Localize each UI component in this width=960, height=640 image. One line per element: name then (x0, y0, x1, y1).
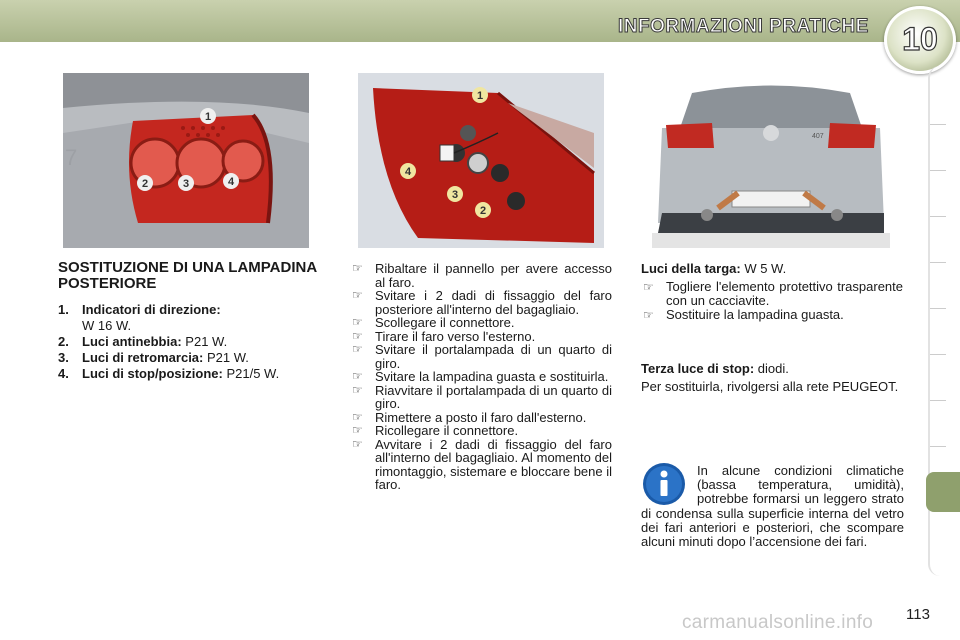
callout-2: 2 (141, 178, 149, 190)
list-item (58, 366, 328, 382)
list-item (58, 334, 328, 350)
plate-light-value: W 5 W. (744, 261, 787, 276)
tab-divider (930, 400, 946, 401)
item-value: P21 W. (185, 334, 228, 349)
item-value: W 16 W. (82, 318, 132, 333)
info-text: In alcune condizioni climatiche (bassa temperatura, umidità), potrebbe formarsi un leggero strato di condensa sulla superficie interna del vetro dei fari anteriori e posteriori, che scompare alcuni minuti dopo l’accensione dei fari. (641, 463, 904, 550)
step-item: ☞ Riavvitare il portalampada di un quarto di giro. (352, 382, 612, 411)
item-number: 2. (58, 334, 69, 349)
tab-divider (930, 354, 946, 355)
step-item: ☞ Sostituire la lampadina guasta. (643, 307, 844, 322)
pointer-icon: ☞ (352, 423, 363, 437)
tab-divider (930, 170, 946, 171)
callout-4: 4 (404, 166, 412, 178)
third-stop-label: Terza luce di stop: (641, 361, 755, 376)
tab-divider (930, 124, 946, 125)
item-number: 4. (58, 366, 69, 381)
item-label: Luci antinebbia: (82, 334, 182, 349)
step-item: ☞ Ribaltare il pannello per avere accesso al faro. (352, 261, 612, 290)
step-item: ☞ Tirare il faro verso l'esterno. (352, 328, 536, 344)
tail-light-photo (63, 73, 309, 248)
callout-2: 2 (479, 205, 487, 217)
step-item: ☞ Avvitare i 2 dadi di fissaggio del faro all'interno del bagagliaio. Al momento del rimontaggio, sistemare e bloccare bene il faro. (352, 436, 613, 492)
item-label: Luci di retromarcia: (82, 350, 204, 365)
plate-light-label: Luci della targa: (641, 261, 741, 276)
svg-text:7: 7 (65, 145, 78, 170)
callout-3: 3 (182, 178, 190, 190)
pointer-icon: ☞ (352, 409, 363, 424)
callout-4: 4 (227, 176, 235, 188)
step-item: ☞ Svitare il portalampada di un quarto di giro. (352, 342, 612, 371)
pointer-icon: ☞ (352, 315, 363, 329)
page-number: 113 (906, 606, 930, 623)
step-item: ☞ Ricollegare il connettore. (352, 423, 519, 438)
info-note (641, 464, 904, 549)
third-stop-section (641, 362, 903, 394)
step-item: ☞ Scollegare il connettore. (352, 315, 515, 330)
lamp-holder-photo (358, 73, 604, 248)
step-item: ☞ Togliere l'elemento protettivo trasparente con un cacciavite. (643, 279, 903, 308)
third-stop-text: Per sostituirla, rivolgersi alla rete PEUGEOT. (641, 379, 899, 394)
item-label: Indicatori di direzione: (82, 302, 221, 317)
active-chapter-tab[interactable] (926, 472, 960, 512)
pointer-icon: ☞ (352, 342, 363, 356)
item-number: 1. (58, 302, 69, 317)
model-badge: 407 (812, 133, 824, 140)
list-item (58, 302, 328, 334)
pointer-icon: ☞ (352, 261, 363, 275)
bulb-list (58, 302, 328, 382)
car-rear-photo (652, 73, 890, 248)
tab-divider (930, 446, 946, 447)
third-stop-value: diodi. (757, 361, 789, 376)
tab-divider (930, 262, 946, 263)
watermark: carmanualsonline.info (682, 612, 874, 633)
pointer-icon: ☞ (352, 369, 363, 383)
section-title: SOSTITUZIONE DI UNA LAMPADINA POSTERIORE (58, 259, 317, 292)
chapter-title: INFORMAZIONI PRATICHE (618, 16, 869, 37)
pointer-icon: ☞ (352, 288, 363, 302)
step-item: ☞ Svitare la lampadina guasta e sostituirla. (352, 369, 609, 384)
list-item (58, 350, 328, 366)
replacement-steps (350, 262, 612, 492)
step-item: ☞ Svitare i 2 dadi di fissaggio del faro posteriore all'interno del bagagliaio. (352, 288, 612, 317)
callout-1: 1 (204, 111, 212, 123)
chapter-number: 10 (902, 21, 938, 57)
step-item: ☞ Rimettere a posto il faro dall'esterno. (352, 409, 587, 425)
pointer-icon: ☞ (643, 308, 654, 322)
pointer-icon: ☞ (643, 280, 654, 294)
callout-1: 1 (476, 90, 484, 102)
pointer-icon: ☞ (352, 436, 363, 451)
item-value: P21 W. (207, 350, 249, 365)
tab-divider (930, 308, 946, 309)
item-value: P21/5 W. (226, 366, 280, 381)
callout-3: 3 (451, 189, 459, 201)
item-label: Luci di stop/posizione: (82, 366, 223, 381)
plate-light-section (641, 262, 903, 322)
item-number: 3. (58, 350, 69, 365)
pointer-icon: ☞ (352, 328, 363, 343)
chapter-badge (884, 6, 956, 74)
tab-divider (930, 216, 946, 217)
pointer-icon: ☞ (352, 382, 363, 397)
